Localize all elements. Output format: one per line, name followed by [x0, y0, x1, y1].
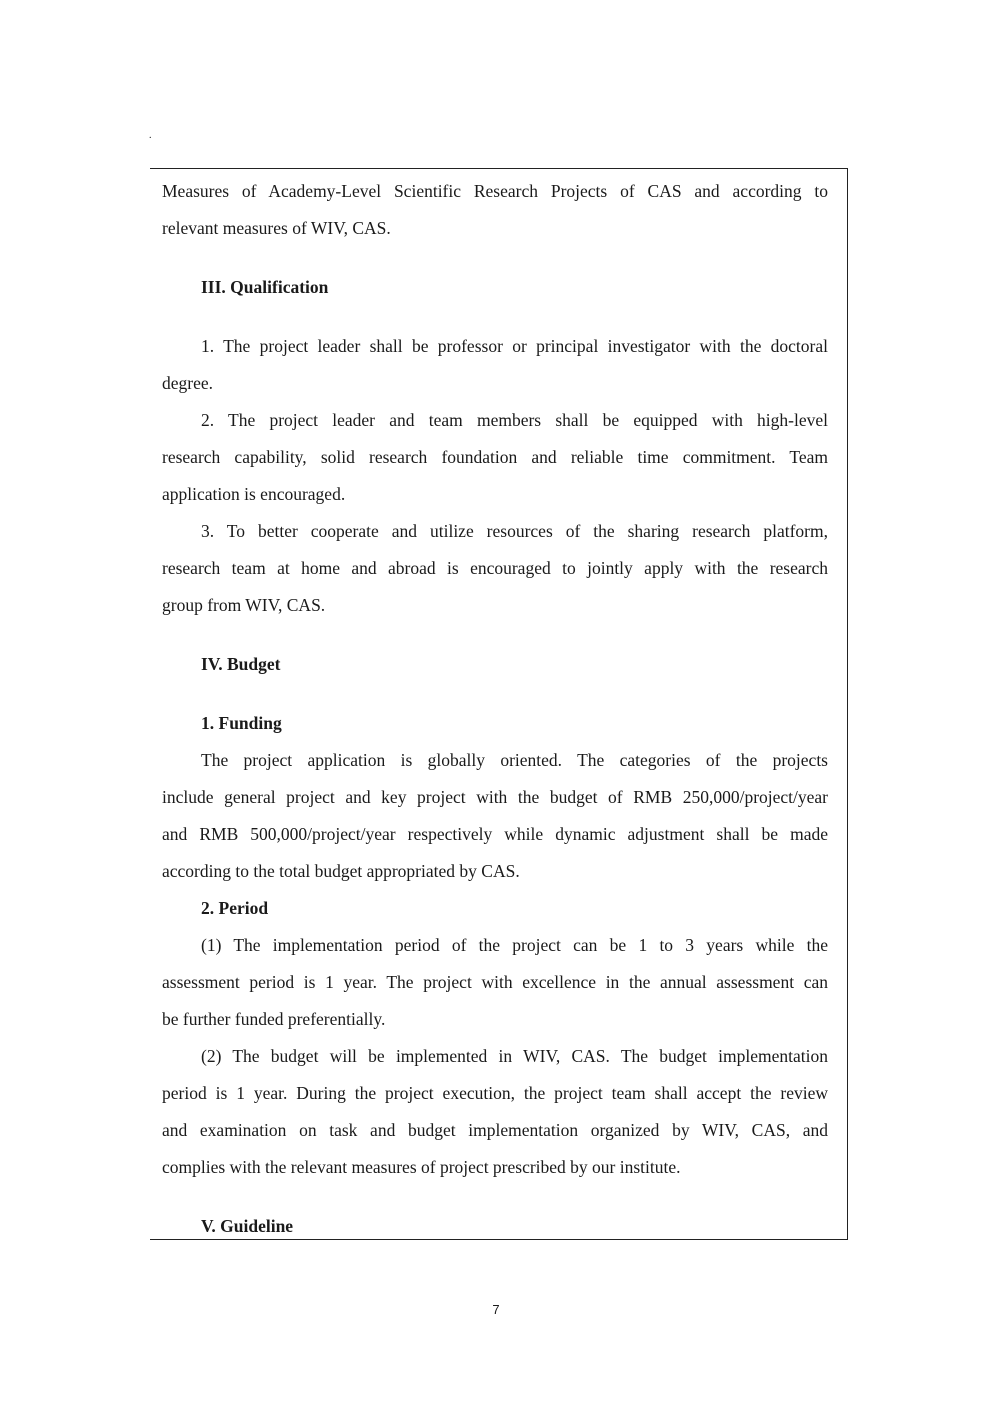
section-heading-budget: IV. Budget [201, 654, 281, 674]
period-item-2-line: complies with the relevant measures of project prescribed by our institute. [162, 1157, 681, 1177]
period-item-1-line: assessment period is 1 year. The project with excellence in the annual assessment can [162, 972, 828, 992]
qualification-item-3-line: research team at home and abroad is encouraged to jointly apply with the research [162, 558, 828, 578]
intro-line: Measures of Academy-Level Scientific Research Projects of CAS and according to [162, 181, 828, 201]
funding-line: according to the total budget appropriated by CAS. [162, 861, 520, 881]
funding-line: include general project and key project with the budget of RMB 250,000/project/year [162, 787, 828, 807]
period-item-1-line: be further funded preferentially. [162, 1009, 386, 1029]
funding-line: and RMB 500,000/project/year respectively while dynamic adjustment shall be made [162, 824, 828, 844]
page-number: 7 [492, 1302, 500, 1317]
section-heading-qualification: III. Qualification [201, 277, 329, 297]
qualification-item-1-line: degree. [162, 373, 214, 393]
period-item-2-line: (2) The budget will be implemented in WIV, CAS. The budget implementation [201, 1046, 828, 1066]
qualification-item-2-line: application is encouraged. [162, 484, 346, 504]
intro-line: relevant measures of WIV, CAS. [162, 218, 391, 238]
period-item-1-line: (1) The implementation period of the project can be 1 to 3 years while the [201, 935, 828, 955]
stray-mark: . [149, 130, 152, 141]
qualification-item-3-line: 3. To better cooperate and utilize resources of the sharing research platform, [201, 521, 828, 541]
funding-line: The project application is globally oriented. The categories of the projects [201, 750, 828, 770]
qualification-item-3-line: group from WIV, CAS. [162, 595, 326, 615]
period-item-2-line: and examination on task and budget implementation organized by WIV, CAS, and [162, 1120, 828, 1140]
qualification-item-1-line: 1. The project leader shall be professor or principal investigator with the doctoral [201, 336, 828, 356]
qualification-item-2-line: research capability, solid research foundation and reliable time commitment. Team [162, 447, 828, 467]
period-item-2-line: period is 1 year. During the project execution, the project team shall accept the review [162, 1083, 828, 1103]
subheading-funding: 1. Funding [201, 713, 282, 733]
subheading-period: 2. Period [201, 898, 269, 918]
qualification-item-2-line: 2. The project leader and team members shall be equipped with high-level [201, 410, 828, 430]
section-heading-guideline: V. Guideline [201, 1216, 294, 1236]
